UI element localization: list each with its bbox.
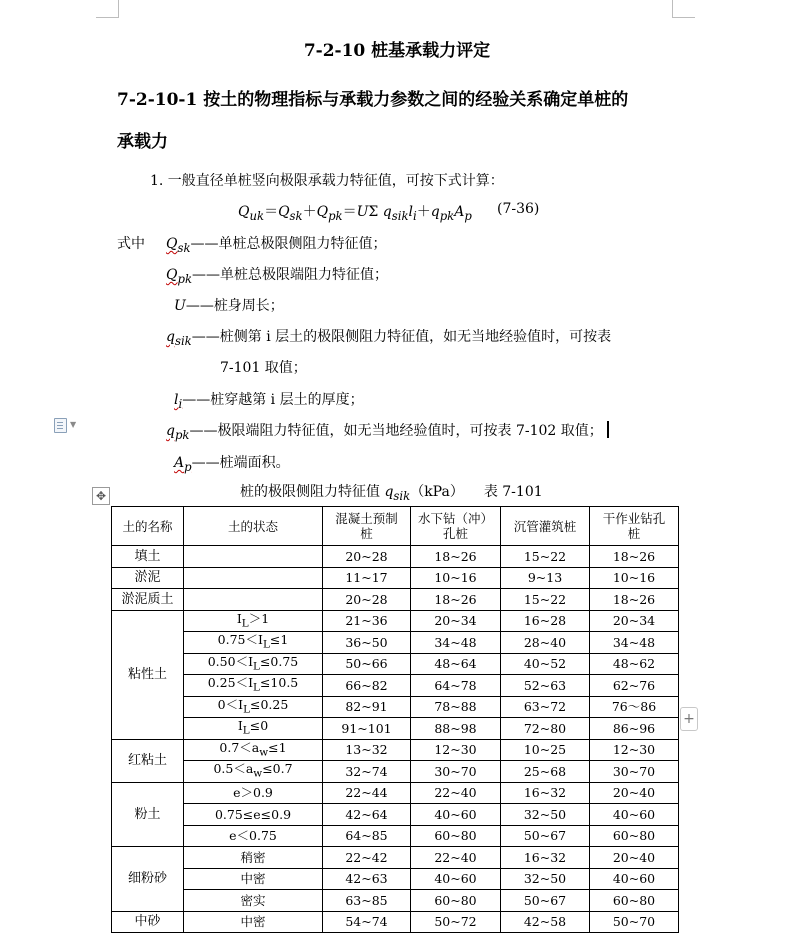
definitions-prefix: 式中 [117,236,145,252]
value-cell: 91~101 [323,718,411,740]
value-cell: 25~68 [501,761,590,783]
formula-q-uk: $Q_{uk}$ [238,204,265,223]
value-cell: 82~91 [323,696,411,718]
soil-state-cell: $0.5<a_w\le 0.7$ [184,761,323,783]
table-row [112,718,679,740]
value-cell: 34~48 [590,632,679,654]
table-row [112,804,679,826]
value-cell: 40~60 [590,868,679,890]
soil-state-cell [184,589,323,611]
table-row [112,653,679,675]
value-cell: 60~80 [411,825,501,847]
value-cell: 20~34 [411,610,501,632]
def-q-sik: $q_{sik}——$桩侧第 i 层土的极限侧阻力特征值，如无当地经验值时，可按表 [166,329,612,348]
table-header-cell: 干作业钻孔 桩 [590,507,679,546]
page-corner-mark-top-left [96,0,119,18]
section-title-line2: 承载力 [117,132,168,152]
formula-number: (7-36) [497,201,540,217]
value-cell: 76～86 [590,696,679,718]
soil-state-cell: e＜0.75 [184,825,323,847]
soil-state-cell: $0<I_L\le 0.25$ [184,696,323,718]
soil-name-cell: 粘性土 [112,610,184,739]
table-row [112,911,679,933]
table-row [112,546,679,568]
table-header-cell: 沉管灌筑桩 [501,507,590,546]
value-cell: 21~36 [323,610,411,632]
value-cell: 36~50 [323,632,411,654]
value-cell: 15~22 [501,546,590,568]
value-cell: 50~72 [411,911,501,933]
value-cell: 60~80 [590,890,679,912]
value-cell: 30~70 [590,761,679,783]
value-cell: 63~85 [323,890,411,912]
table-row [112,739,679,761]
value-cell: 12~30 [411,739,501,761]
soil-state-cell: $0.7<a_w\le 1$ [184,739,323,761]
table-row [112,825,679,847]
def-q-sk: $Q_{sk}——$单桩总极限侧阻力特征值； [166,236,387,255]
value-cell: 40~60 [411,868,501,890]
soil-name-cell: 中砂 [112,911,184,933]
text-cursor [607,421,609,438]
value-cell: 54~74 [323,911,411,933]
table-header-cell: 水下钻（冲） 孔桩 [411,507,501,546]
table-move-handle-icon[interactable]: ✥ [92,487,110,505]
value-cell: 30~70 [411,761,501,783]
table-row [112,890,679,912]
value-cell: 11~17 [323,567,411,589]
soil-state-cell: 稍密 [184,847,323,869]
def-l-i: $l_i——$桩穿越第 i 层土的厚度； [174,392,364,411]
value-cell: 20~34 [590,610,679,632]
value-cell: 32~74 [323,761,411,783]
value-cell: 34~48 [411,632,501,654]
value-cell: 66~82 [323,675,411,697]
section-title-line1: 7-2-10-1 按土的物理指标与承载力参数之间的经验关系确定单桩的 [117,90,629,110]
value-cell: 22~42 [323,847,411,869]
def-q-pk: $Q_{pk}——$单桩总极限端阻力特征值； [166,267,389,286]
value-cell: 52~63 [501,675,590,697]
table-add-row-icon[interactable]: + [680,707,698,731]
value-cell: 18~26 [590,546,679,568]
table-caption: 桩的极限侧阻力特征值 $q_{sik}(kPa)$ 表 7-101 [240,484,543,503]
soil-name-cell: 细粉砂 [112,847,184,912]
value-cell: 50~70 [590,911,679,933]
soil-name-cell: 粉土 [112,782,184,847]
value-cell: 42~64 [323,804,411,826]
value-cell: 88~98 [411,718,501,740]
value-cell: 86~96 [590,718,679,740]
value-cell: 10~16 [411,567,501,589]
soil-name-cell: 填土 [112,546,184,568]
value-cell: 9~13 [501,567,590,589]
item-1-text: 1. 一般直径单桩竖向极限承载力特征值，可按下式计算： [150,173,504,189]
value-cell: 48~62 [590,653,679,675]
value-cell: 16~32 [501,847,590,869]
soil-state-cell: $I_L\le 0$ [184,718,323,740]
page-corner-mark-top-right [672,0,695,18]
soil-state-cell: $0.50<I_L\le 0.75$ [184,653,323,675]
def-a-p: $A_p——$桩端面积。 [174,455,290,474]
value-cell: 22~40 [411,782,501,804]
value-cell: 22~44 [323,782,411,804]
value-cell: 42~58 [501,911,590,933]
value-cell: 10~25 [501,739,590,761]
table-row [112,761,679,783]
table-row [112,868,679,890]
soil-name-cell: 淤泥质土 [112,589,184,611]
soil-state-cell: $0.75<I_L\le 1$ [184,632,323,654]
table-row [112,782,679,804]
value-cell: 72~80 [501,718,590,740]
value-cell: 13~32 [323,739,411,761]
soil-state-cell: e＞0.9 [184,782,323,804]
table-row [112,589,679,611]
value-cell: 50~66 [323,653,411,675]
table-header-cell: 土的状态 [184,507,323,546]
soil-state-cell: 中密 [184,868,323,890]
value-cell: 78~88 [411,696,501,718]
table-header-cell: 土的名称 [112,507,184,546]
value-cell: 16~32 [501,782,590,804]
formula-7-36: $Q_{uk}=Q_{sk}+Q_{pk}=U\Sigma$ $q_{sik}l_i+q_{pk}A_p$ [238,204,472,223]
value-cell: 22~40 [411,847,501,869]
value-cell: 12~30 [590,739,679,761]
value-cell: 18~26 [411,589,501,611]
value-cell: 15~22 [501,589,590,611]
def-q-pk-end: $q_{pk}——$极限端阻力特征值，如无当地经验值时，可按表 7-102 取值； [166,420,609,442]
resistance-table [111,506,679,933]
soil-name-cell: 红粘土 [112,739,184,782]
value-cell: 60~80 [590,825,679,847]
soil-state-cell [184,567,323,589]
value-cell: 32~50 [501,804,590,826]
table-row [112,632,679,654]
value-cell: 32~50 [501,868,590,890]
value-cell: 20~28 [323,546,411,568]
soil-state-cell: 密实 [184,890,323,912]
soil-name-cell: 淤泥 [112,567,184,589]
value-cell: 20~28 [323,589,411,611]
soil-state-cell: $I_L>1$ [184,610,323,632]
value-cell: 64~78 [411,675,501,697]
table-row [112,610,679,632]
value-cell: 40~60 [590,804,679,826]
value-cell: 16~28 [501,610,590,632]
soil-state-cell [184,546,323,568]
value-cell: 10~16 [590,567,679,589]
value-cell: 60~80 [411,890,501,912]
value-cell: 28~40 [501,632,590,654]
table-header-cell: 混凝土预制 桩 [323,507,411,546]
table-row [112,847,679,869]
def-u: U——桩身周长； [174,298,284,314]
chevron-down-icon[interactable]: ▼ [70,420,77,429]
soil-state-cell: $0.25<I_L\le 10.5$ [184,675,323,697]
value-cell: 64~85 [323,825,411,847]
value-cell: 40~60 [411,804,501,826]
value-cell: 18~26 [590,589,679,611]
table-row [112,696,679,718]
page-heading: 7-2-10 桩基承载力评定 [303,41,491,61]
value-cell: 62~76 [590,675,679,697]
value-cell: 40~52 [501,653,590,675]
table-row [112,567,679,589]
value-cell: 50~67 [501,825,590,847]
value-cell: 20~40 [590,847,679,869]
soil-state-cell: 中密 [184,911,323,933]
value-cell: 18~26 [411,546,501,568]
value-cell: 63~72 [501,696,590,718]
value-cell: 42~63 [323,868,411,890]
table-row [112,675,679,697]
value-cell: 48~64 [411,653,501,675]
soil-state-cell: 0.75≤e≤0.9 [184,804,323,826]
document-icon[interactable] [54,418,67,433]
value-cell: 20~40 [590,782,679,804]
def-q-sik-continued: 7-101 取值； [220,360,307,376]
value-cell: 50~67 [501,890,590,912]
